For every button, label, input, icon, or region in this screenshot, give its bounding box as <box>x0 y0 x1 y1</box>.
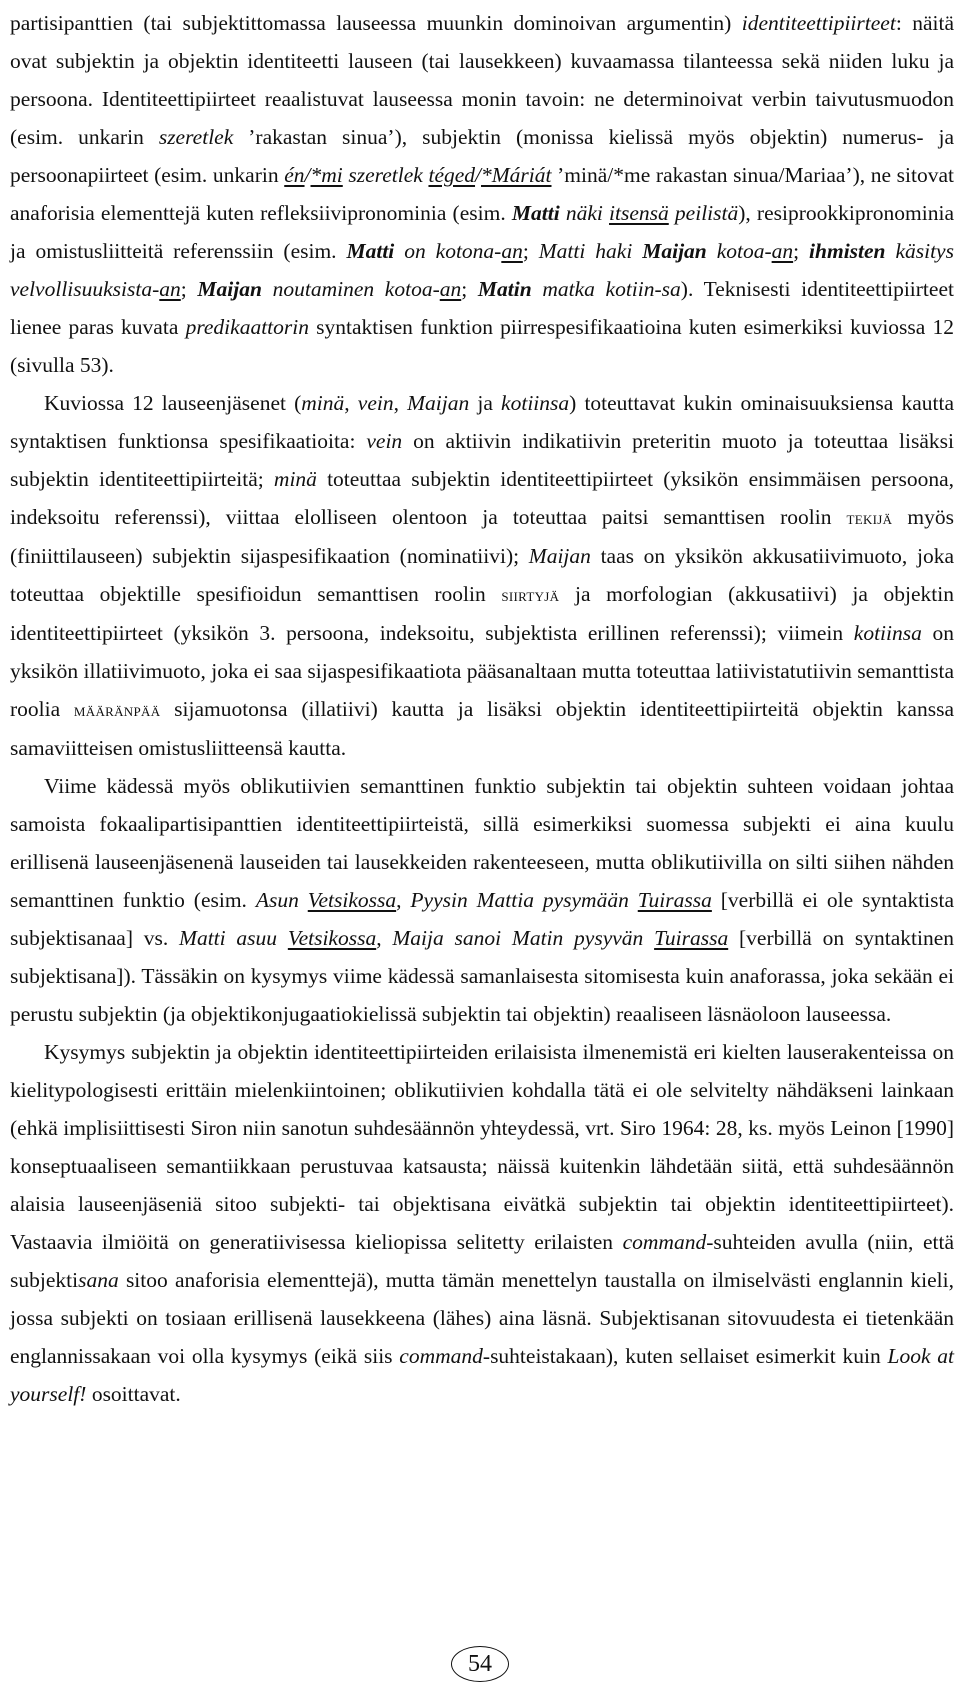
text-run: ), resiprookkipronominia ja omistusliitteitä referenssiin (esim. <box>10 201 954 263</box>
text-run: Tuirassa <box>637 888 712 912</box>
text-run: noutaminen kotoa- <box>261 277 440 301</box>
text-run: Pyysin Mattia pysymään <box>410 888 638 912</box>
text-run: kotoa- <box>706 239 772 263</box>
paragraph-1 <box>10 4 954 384</box>
text-run: sana <box>78 1268 119 1292</box>
text-run: Tuirassa <box>654 926 729 950</box>
text-run: predikaattorin <box>185 315 309 339</box>
text-run: ’minä/*me rakastan sinua/Mariaa’), ne sitovat anaforisia elementtejä kuten refleksiivipronominia (esim. <box>10 163 954 225</box>
text-run: vein <box>357 391 394 415</box>
text-run: Maijan <box>407 391 470 415</box>
text-run: / <box>304 163 311 187</box>
text-run: Matti <box>511 201 560 225</box>
text-run: Matti <box>346 239 395 263</box>
text-run: peilistä <box>668 201 739 225</box>
text-run: an <box>771 239 794 263</box>
text-run: an <box>501 239 523 263</box>
text-run: én <box>284 163 305 187</box>
text-run: Viime kädessä myös oblikutiivien semanttinen funktio subjektin tai objektin suhteen voidaan johtaa samoista fokaalipartisipanttien identiteettipiirteistä, sillä esimerkiksi suomessa subjekti ei aina kuulu erillisenä lauseenjäsenenä lauseiden tai lausekkeiden rakenteeseen, mutta oblikutiivilla on silti siihen nähden semanttinen funktio (esim. <box>10 774 954 912</box>
text-run: tekijä <box>846 508 893 528</box>
text-run: matka kotiin-sa <box>531 277 681 301</box>
text-run: *mi <box>310 163 343 187</box>
text-run: Vetsikossa <box>287 926 377 950</box>
text-run: , <box>396 888 411 912</box>
text-run: *Máriát <box>481 163 552 187</box>
text-run: , <box>393 391 408 415</box>
text-run: ja <box>469 391 502 415</box>
text-run: command <box>399 1344 483 1368</box>
text-run: ; <box>180 277 198 301</box>
paragraph-2 <box>10 384 954 767</box>
text-run: Maijan <box>197 277 262 301</box>
text-run: sitoo anaforisia elementtejä), mutta tämän menettelyn taustalla on ilmiselvästi englannin kieli, jossa subjekti on tosiaan erillisenä lausekkeena (lähes) aina läsnä. Subjektisanan sitovuudesta ei tietenkään englannissakaan voi olla kysymys (eikä siis <box>10 1268 954 1368</box>
text-run: ’rakastan sinua’), subjektin (monissa kielissä myös objektin) numerus- ja persoonapiirteet (esim. unkarin <box>10 125 954 187</box>
text-run: [verbillä ei ole syntaktista subjektisanaa] vs. <box>10 888 955 950</box>
text-run: ; <box>793 239 810 263</box>
text-run: Vetsikossa <box>307 888 397 912</box>
text-run: näki <box>559 201 610 225</box>
text-run: minä <box>301 391 345 415</box>
text-run: itsensä <box>609 201 669 225</box>
text-run: ) toteuttavat kukin ominaisuuksiensa kautta syntaktisen funktionsa spesifikaatioita: <box>10 391 954 453</box>
text-run: szeretlek <box>158 125 234 149</box>
text-run: on yksikön illatiivimuoto, joka ei saa sijaspesifikaatiota pääsanaltaan mutta toteuttaa latiivistatutiivin semanttista roolia <box>10 621 955 721</box>
text-run: Look at yourself! <box>10 1344 954 1406</box>
text-run: an <box>439 277 462 301</box>
page-number <box>451 1646 509 1682</box>
text-run: käsitys velvollisuuksista- <box>10 239 954 301</box>
text-run: Asun <box>255 888 308 912</box>
text-run: ). Teknisesti identiteettipiirteet lienee paras kuvata <box>10 277 954 339</box>
text-run: Matti <box>538 239 586 263</box>
text-run: partisipanttien (tai subjektittomassa lauseessa muunkin dominoivan argumentin) <box>10 11 742 35</box>
text-run: osoittavat. <box>86 1382 181 1406</box>
text-run: Maijan <box>528 544 591 568</box>
text-run: kotiinsa <box>501 391 570 415</box>
text-run: määränpää <box>73 700 161 720</box>
text-run: szeretlek <box>342 163 429 187</box>
text-run: Matin <box>477 277 532 301</box>
text-run: vein <box>366 429 403 453</box>
text-run: identiteettipiirteet <box>741 11 896 35</box>
text-run: sijamuotonsa (illatiivi) kautta ja lisäksi objektin identiteettipiirteitä objektin kanssa samaviitteisen omistusliitteensä kautta. <box>10 697 954 760</box>
text-run: Matti asuu <box>179 926 288 950</box>
text-run: ; <box>522 239 539 263</box>
text-run: minä <box>273 467 317 491</box>
text-run: ; <box>461 277 478 301</box>
text-run: command <box>622 1230 707 1254</box>
text-run: [verbillä on syntaktinen subjektisana]). Tässäkin on kysymys viime kädessä samanlaisesta sitomisesta kuin anaforassa, joka sekään ei perustu subjektin (ja objektikonjugaatiokielissä subjektin tai objektin) reaaliseen läsnäoloon lauseessa. <box>10 926 955 1026</box>
text-run: on aktiivin indikatiivin preteritin muoto ja toteuttaa lisäksi subjektin identiteettipiirteitä; <box>10 429 954 491</box>
text-run: ihmisten <box>809 239 886 263</box>
paragraph-3 <box>10 767 954 1033</box>
text-run: téged <box>428 163 476 187</box>
text-run: , <box>344 391 358 415</box>
text-run: toteuttaa subjektin identiteettipiirteet (yksikön ensimmäisen persoona, indeksoitu referenssi), viittaa elolliseen olentoon ja toteuttaa paitsi semanttisen roolin <box>10 467 954 529</box>
page-number-text: 54 <box>468 1650 492 1677</box>
text-run: siirtyjä <box>501 585 560 605</box>
text-run: myös (finiittilauseen) subjektin sijaspesifikaation (nominatiivi); <box>10 505 954 568</box>
page-body <box>10 4 954 1413</box>
text-run: an <box>159 277 181 301</box>
text-run: on kotona- <box>394 239 502 263</box>
text-run: -suhteiden avulla (niin, että subjekti <box>10 1230 954 1292</box>
text-run: Maija sanoi Matin pysyvän <box>392 926 655 950</box>
paragraph-4 <box>10 1033 954 1413</box>
text-run: / <box>475 163 482 187</box>
text-run: , <box>376 926 393 950</box>
text-run: Kuviossa 12 lauseenjäsenet ( <box>44 391 302 415</box>
text-run: kotiinsa <box>853 621 922 645</box>
text-run: taas on yksikön akkusatiivimuoto, joka toteuttaa objektille spesifioidun semanttisen roolin <box>10 544 954 606</box>
text-run: Kysymys subjektin ja objektin identiteettipiirteiden erilaisista ilmenemistä eri kielten lauserakenteissa on kielitypologisesti erittäin mielenkiintoinen; oblikutiivien kohdalla tätä ei ole selvitelty nähdäkseni lainkaan (ehkä implisiittisesti Siron niin sanotun suhdesäännön yhteydessä, vrt. Siro 1964: 28, ks. myös Leinon [1990] konseptuaaliseen semantiikkaan perustuvaa katsausta; näissä kuitenkin lähdetään siitä, että suhdesäännön alaisia lauseenjäseniä sitoo subjekti- tai objektisana eivätkä subjektin tai objektin identiteettipiirteet). Vastaavia ilmiöitä on generatiivisessa kieliopissa selitetty erilaisten <box>10 1040 954 1254</box>
text-run: haki <box>585 239 643 263</box>
text-run: -suhteistakaan), kuten sellaiset esimerkit kuin <box>482 1344 888 1368</box>
text-run: syntaktisen funktion piirrespesifikaatioina kuten esimerkiksi kuviossa 12 (sivulla 53). <box>10 315 954 377</box>
text-run: Maijan <box>642 239 707 263</box>
text-run: ja morfologian (akkusatiivi) ja objektin identiteettipiirteet (yksikön 3. persoona, indeksoitu, subjektista erillinen referenssi); viimein <box>10 582 954 645</box>
text-run: : näitä ovat subjektin ja objektin identiteetti lauseen (tai lausekkeen) kuvaamassa tilanteessa sekä niiden luku ja persoona. Identiteettipiirteet reaalistuvat lauseessa monin tavoin: ne determinoivat verbin taivutusmuodon (esim. unkarin <box>10 11 954 149</box>
